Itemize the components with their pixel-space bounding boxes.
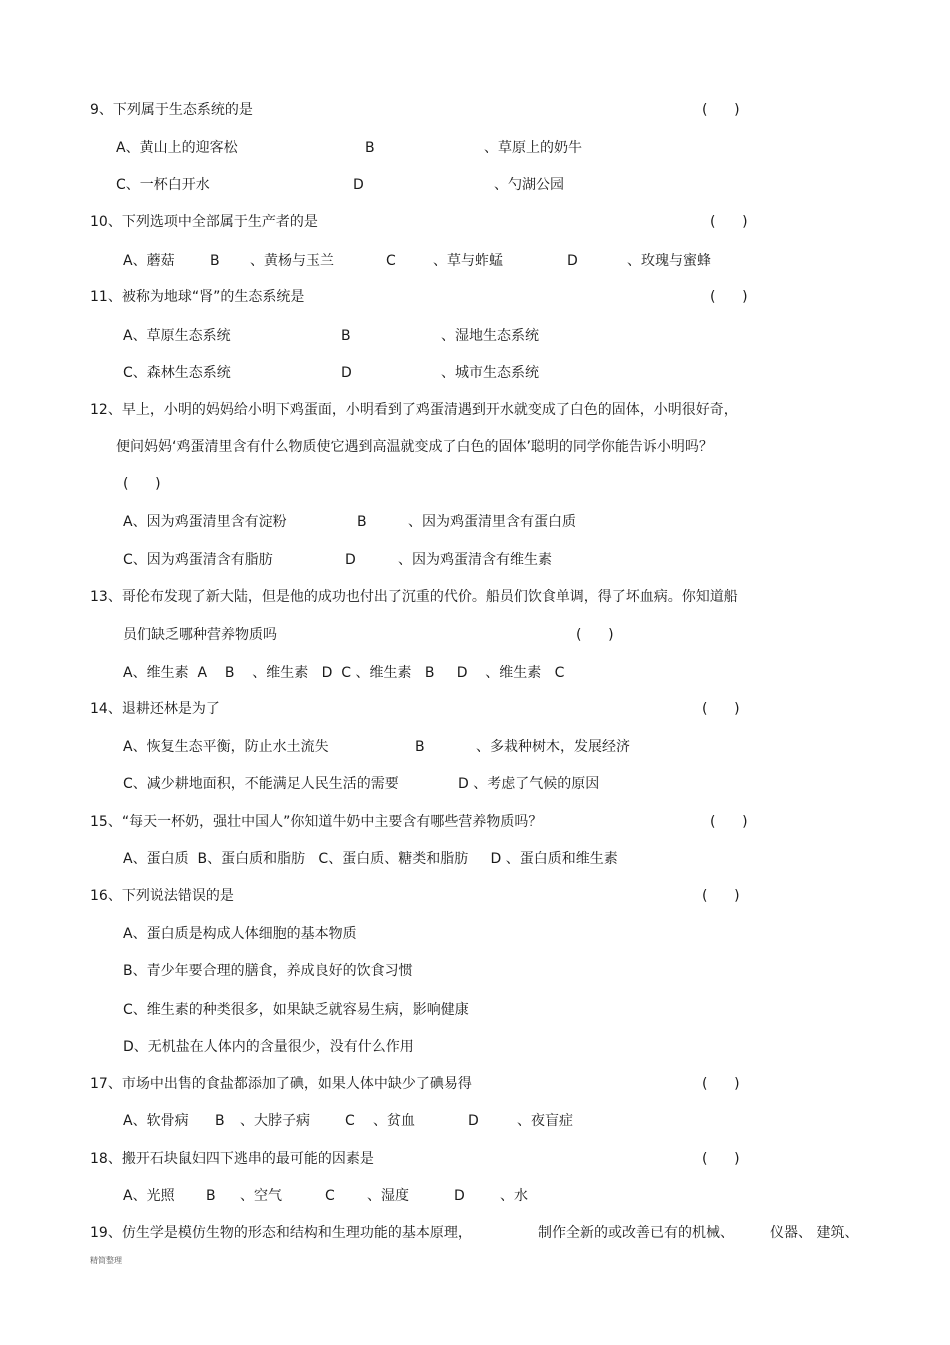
q12-stem-line1: 12、早上，小明的妈妈给小明下鸡蛋面，小明看到了鸡蛋清遇到开水就变成了白色的固体，小明很好奇，	[90, 402, 738, 418]
q16-option-c: C、维生素的种类很多，如果缺乏就容易生病，影响健康	[123, 1002, 469, 1018]
q17-option-d-letter: D	[468, 1113, 479, 1129]
q9-option-c: C、一杯白开水	[116, 177, 210, 193]
q11-option-d-letter: D	[341, 365, 352, 381]
q15-options: A、蛋白质 B、蛋白质和脂肪 C、蛋白质、糖类和脂肪 D 、蛋白质和维生素	[123, 851, 618, 867]
q13-stem-line1: 13、哥伦布发现了新大陆，但是他的成功也付出了沉重的代价。船员们饮食单调，得了坏血病。你知道船	[90, 589, 738, 605]
q19-stem-part1: 19、仿生学是模仿生物的形态和结构和生理功能的基本原理，	[90, 1225, 472, 1241]
q11-stem: 11、被称为地球“肾”的生态系统是	[90, 289, 305, 305]
q16-option-a: A、蛋白质是构成人体细胞的基本物质	[123, 926, 357, 942]
q17-option-c-letter: C	[345, 1113, 355, 1129]
q9-option-b-text: 、草原上的奶牛	[484, 140, 582, 156]
q18-option-a: A、光照	[123, 1188, 175, 1204]
q10-option-c-letter: C	[386, 253, 396, 269]
q17-option-d-text: 、夜盲症	[517, 1113, 573, 1129]
q9-option-d-text: 、勺湖公园	[494, 177, 564, 193]
q17-option-c-text: 、贫血	[373, 1113, 415, 1129]
q10-stem: 10、下列选项中全部属于生产者的是	[90, 214, 318, 230]
q12-option-d-letter: D	[345, 552, 356, 568]
q12-option-b-letter: B	[357, 514, 367, 530]
q18-option-d-text: 、水	[500, 1188, 528, 1204]
q12-option-a: A、因为鸡蛋清里含有淀粉	[123, 514, 287, 530]
q12-option-d-text: 、因为鸡蛋清含有维生素	[398, 552, 552, 568]
q14-option-b-letter: B	[415, 739, 425, 755]
q18-option-d-letter: D	[454, 1188, 465, 1204]
q11-option-b-text: 、湿地生态系统	[441, 328, 539, 344]
q18-stem: 18、搬开石块鼠妇四下逃串的最可能的因素是	[90, 1151, 374, 1167]
q16-option-b: B、青少年要合理的膳食，养成良好的饮食习惯	[123, 963, 413, 979]
q12-option-c: C、因为鸡蛋清含有脂肪	[123, 552, 273, 568]
q16-option-d: D、无机盐在人体内的含量很少，没有什么作用	[123, 1039, 414, 1055]
q16-stem: 16、下列说法错误的是	[90, 888, 234, 904]
q14-option-c: C、减少耕地面积，不能满足人民生活的需要	[123, 776, 399, 792]
q10-option-a: A、蘑菇	[123, 253, 175, 269]
q10-option-d-text: 、玫瑰与蜜蜂	[627, 253, 711, 269]
q9-option-b-letter: B	[365, 140, 375, 156]
q14-option-b-text: 、多栽种树木，发展经济	[476, 739, 630, 755]
q9-option-d-letter: D	[353, 177, 364, 193]
q16-answer-bracket: ( )	[702, 888, 740, 904]
q12-answer-bracket: ( )	[123, 476, 161, 492]
q10-answer-bracket: ( )	[710, 214, 748, 230]
q18-option-b-text: 、空气	[240, 1188, 282, 1204]
q15-stem: 15、“每天一杯奶，强壮中国人”你知道牛奶中主要含有哪些营养物质吗？	[90, 814, 543, 830]
q14-stem: 14、退耕还林是为了	[90, 701, 220, 717]
q10-option-d-letter: D	[567, 253, 578, 269]
q17-option-a: A、软骨病	[123, 1113, 189, 1129]
q18-option-c-text: 、湿度	[367, 1188, 409, 1204]
q9-stem: 9、下列属于生态系统的是	[90, 102, 253, 118]
q9-option-a: A、黄山上的迎客松	[116, 140, 238, 156]
q17-option-b-letter: B	[215, 1113, 225, 1129]
q19-stem-part2: 制作全新的或改善已有的机械、	[538, 1225, 734, 1241]
q17-answer-bracket: ( )	[702, 1076, 740, 1092]
q10-option-b-letter: B	[210, 253, 220, 269]
q19-stem-part3: 仪器、 建筑、	[770, 1225, 859, 1241]
q15-answer-bracket: ( )	[710, 814, 748, 830]
q18-option-b-letter: B	[206, 1188, 216, 1204]
q11-answer-bracket: ( )	[710, 289, 748, 305]
q11-option-d-text: 、城市生态系统	[441, 365, 539, 381]
q18-option-c-letter: C	[325, 1188, 335, 1204]
q14-option-d: D 、考虑了气候的原因	[458, 776, 600, 792]
q10-option-b-text: 、黄杨与玉兰	[250, 253, 334, 269]
q9-answer-bracket: ( )	[702, 102, 740, 118]
q11-option-b-letter: B	[341, 328, 351, 344]
q14-option-a: A、恢复生态平衡，防止水土流失	[123, 739, 329, 755]
q13-options: A、维生素 A B 、维生素 D C 、维生素 B D 、维生素 C	[123, 665, 565, 681]
q12-option-b-text: 、因为鸡蛋清里含有蛋白质	[408, 514, 576, 530]
q12-stem-line2: 便问妈妈‘鸡蛋清里含有什么物质使它遇到高温就变成了白色的固体’聪明的同学你能告诉小明吗？	[116, 439, 713, 455]
q17-stem: 17、市场中出售的食盐都添加了碘，如果人体中缺少了碘易得	[90, 1076, 472, 1092]
q11-option-c: C、森林生态系统	[123, 365, 231, 381]
q10-option-c-text: 、草与蚱蜢	[433, 253, 503, 269]
q14-answer-bracket: ( )	[702, 701, 740, 717]
q11-option-a: A、草原生态系统	[123, 328, 231, 344]
q17-option-b-text: 、大脖子病	[240, 1113, 310, 1129]
q13-answer-bracket: ( )	[576, 627, 614, 643]
q18-answer-bracket: ( )	[702, 1151, 740, 1167]
page-footer: 精简整理	[90, 1256, 122, 1265]
q13-stem-line2: 员们缺乏哪种营养物质吗	[123, 627, 277, 643]
